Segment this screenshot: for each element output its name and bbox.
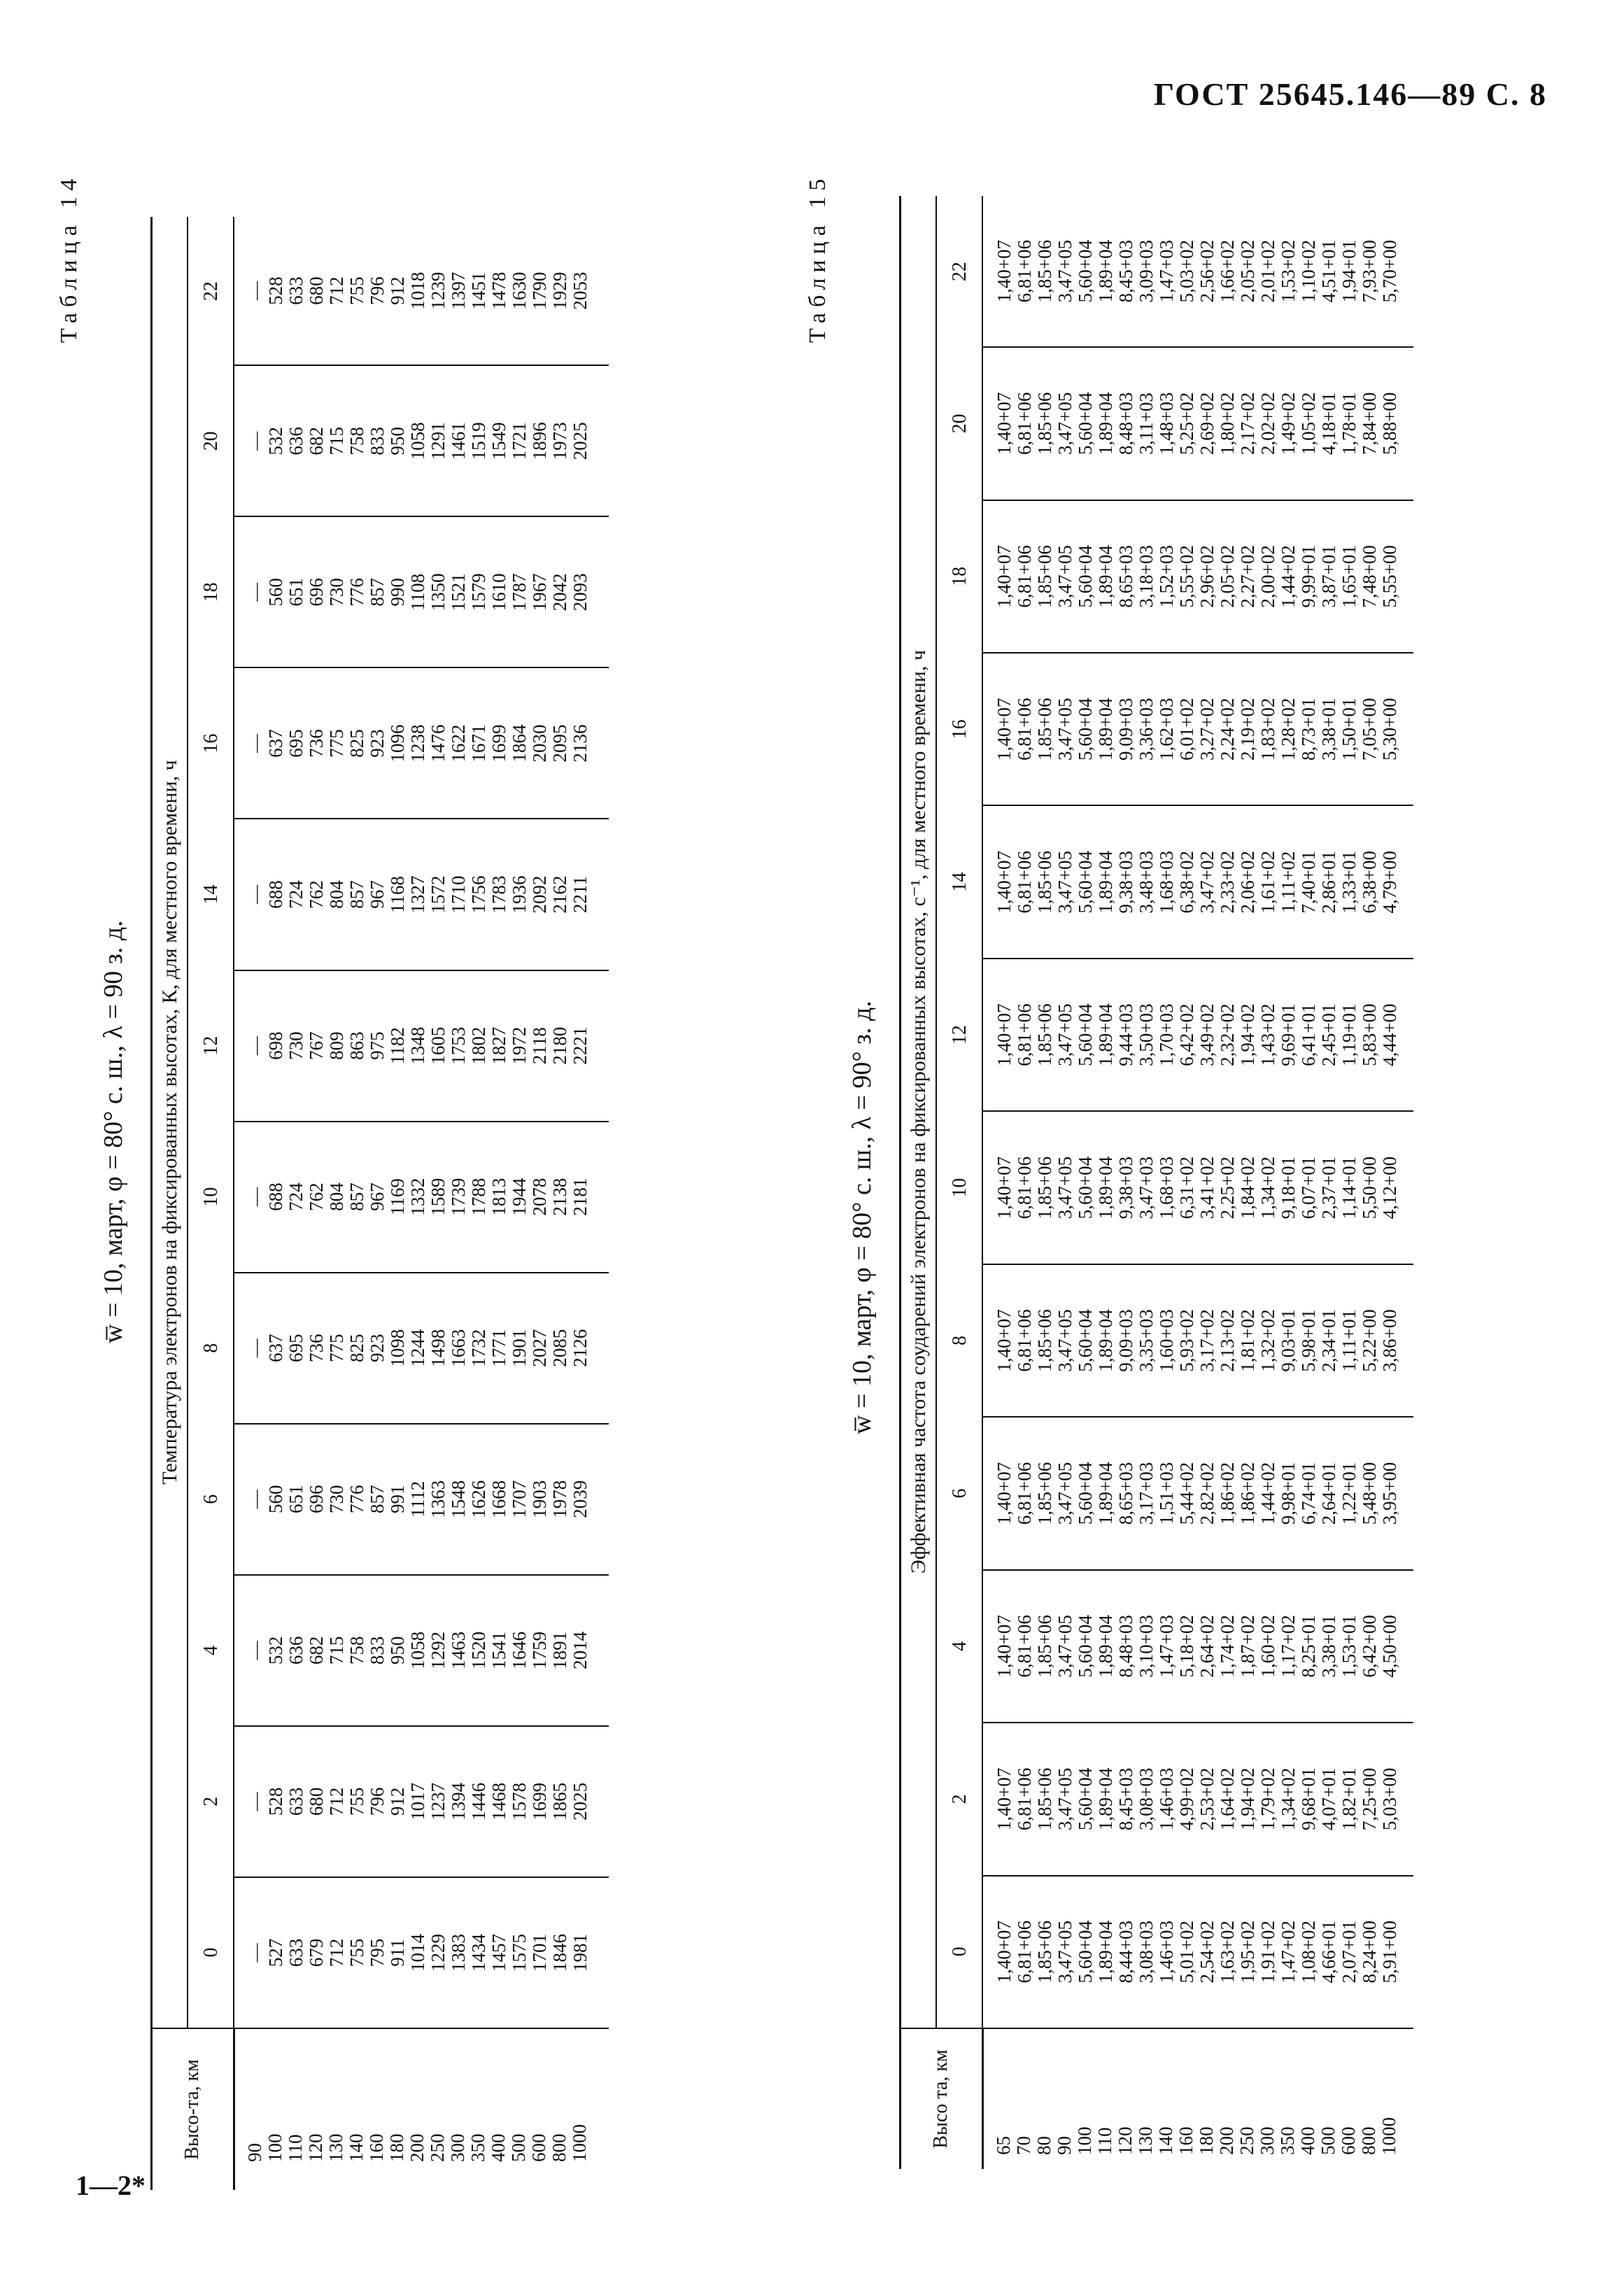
- value-column: 1,40+07 6,81+06 1,85+06 3,47+05 5,60+04 1,89+04 8,45+03 3,08+03 1,46+03 4,99+02 2,53+02 1,64+02 1,94+02 1,79+02 1,34+02 9,68+01 4,07+01 1,82+01 7,25+00 5,03+00: [982, 1723, 1413, 1875]
- col-header: 10: [188, 1122, 234, 1273]
- value-column: 1,40+07 6,81+06 1,85+06 3,47+05 5,60+04 1,89+04 9,09+03 3,36+03 1,62+03 6,01+02 3,27+02 2,24+02 2,19+02 1,83+02 1,28+02 8,73+01 3,38+01 1,50+01 7,05+00 5,30+00: [982, 653, 1413, 805]
- height-values: 90 100 110 120 130 140 160 180 200 250 300 350 400 500 600 800 1000: [234, 2028, 609, 2190]
- table-15-label-text: Таблица 15: [805, 173, 831, 343]
- value-column: — 528 633 680 712 755 796 912 1017 1237 1394 1446 1468 1578 1699 1865 2025: [234, 1726, 609, 1877]
- col-header: 6: [188, 1424, 234, 1575]
- value-column: 1,40+07 6,81+06 1,85+06 3,47+05 5,60+04 1,89+04 8,48+03 3,10+03 1,47+03 5,18+02 2,64+02 1,74+02 1,87+02 1,60+02 1,17+02 8,25+01 3,38+01 1,53+01 6,42+00 4,50+00: [982, 1570, 1413, 1723]
- col-header: 20: [188, 365, 234, 516]
- value-column: — 532 636 682 715 758 833 950 1058 1291 1461 1519 1549 1721 1896 1973 2025: [234, 365, 609, 516]
- table-14-grid: [150, 217, 609, 2190]
- value-column: 1,40+07 6,81+06 1,85+06 3,47+05 5,60+04 1,89+04 8,44+03 3,08+03 1,46+03 5,01+02 2,54+02 1,63+02 1,95+02 1,91+02 1,47+02 1,08+02 4,66+01 2,07+01 8,24+00 5,91+00: [982, 1876, 1413, 2028]
- col-header: 18: [936, 500, 982, 653]
- col-header: 8: [936, 1264, 982, 1417]
- col-header: 16: [936, 653, 982, 805]
- table-15-group-header: Эффективная частота соударений электронов на фиксированных высотах, с⁻¹, для местного времени, ч: [901, 196, 937, 2028]
- table-15-title: w̅ = 10, март, φ = 80° с. ш., λ = 90° з. д.: [847, 1001, 877, 1434]
- col-header: 18: [188, 516, 234, 667]
- col-header: 6: [936, 1417, 982, 1569]
- col-header: 14: [936, 806, 982, 959]
- value-column: 1,40+07 6,81+06 1,85+06 3,47+05 5,60+04 1,89+04 9,44+03 3,50+03 1,70+03 6,42+02 3,49+02 2,32+02 1,94+02 1,43+02 9,69+01 6,41+01 2,45+01 1,19+01 5,83+00 4,44+00: [982, 959, 1413, 1111]
- table-15: [819, 140, 1574, 2274]
- value-column: — 560 651 696 730 776 857 990 1108 1350 1521 1579 1610 1787 1967 2042 2093: [234, 516, 609, 667]
- col-header: 4: [188, 1575, 234, 1726]
- col-header: 4: [936, 1570, 982, 1723]
- value-column: — 527 633 679 712 755 795 911 1014 1229 1383 1434 1457 1575 1701 1846 1981: [234, 1877, 609, 2028]
- height-header: Высо-та, км: [152, 2028, 234, 2190]
- table-14-title: w̅ = 10, март, φ = 80° с. ш., λ = 90 з. д.: [99, 920, 128, 1343]
- value-column: 1,40+07 6,81+06 1,85+06 3,47+05 5,60+04 1,89+04 9,38+03 3,48+03 1,68+03 6,38+02 3,47+02 2,33+02 2,06+02 1,61+02 1,11+02 7,40+01 2,86+01 1,33+01 6,38+00 4,79+00: [982, 806, 1413, 959]
- table-15-grid: [899, 196, 1413, 2169]
- col-header: 20: [936, 347, 982, 500]
- value-column: — 688 724 762 804 857 967 1168 1327 1572 1710 1756 1783 1936 2092 2162 2211: [234, 819, 609, 970]
- page-header: ГОСТ 25645.146—89 С. 8: [1153, 76, 1547, 112]
- value-column: — 698 730 767 809 863 975 1182 1348 1605 1753 1802 1827 1972 2118 2180 2221: [234, 970, 609, 1122]
- value-column: 1,40+07 6,81+06 1,85+06 3,47+05 5,60+04 1,89+04 9,38+03 3,47+03 1,68+03 6,31+02 3,41+02 2,25+02 1,84+02 1,34+02 9,18+01 6,07+01 2,37+01 1,14+01 5,50+00 4,12+00: [982, 1111, 1413, 1264]
- col-header: 2: [936, 1723, 982, 1875]
- col-header: 16: [188, 667, 234, 819]
- col-header: 8: [188, 1273, 234, 1424]
- table-14-label-text: Таблица 14: [56, 173, 82, 343]
- value-column: 1,40+07 6,81+06 1,85+06 3,47+05 5,60+04 1,89+04 8,45+03 3,09+03 1,47+03 5,03+02 2,56+02 1,66+02 2,05+02 2,01+02 1,53+02 1,10+02 4,51+01 1,94+01 7,93+00 5,70+00: [982, 196, 1413, 347]
- col-header: 14: [188, 819, 234, 970]
- value-column: 1,40+07 6,81+06 1,85+06 3,47+05 5,60+04 1,89+04 9,09+03 3,35+03 1,60+03 5,93+02 3,17+02 2,13+02 1,81+02 1,32+02 9,03+01 5,98+01 2,34+01 1,11+01 5,22+00 3,86+00: [982, 1264, 1413, 1417]
- col-header: 0: [936, 1876, 982, 2028]
- table-14-group-header: Температура электронов на фиксированных высотах, К, для местного времени, ч: [152, 217, 188, 2028]
- col-header: 22: [936, 196, 982, 347]
- height-values: 65 70 80 90 100 110 120 130 140 160 180 200 250 300 350 400 500 600 800 1000: [982, 2028, 1413, 2169]
- height-header: Высо та, км: [901, 2028, 983, 2169]
- value-column: — 637 695 736 775 825 923 1096 1238 1476 1622 1671 1699 1864 2030 2095 2136: [234, 667, 609, 819]
- col-header: 12: [936, 959, 982, 1111]
- value-column: — 560 651 696 730 776 857 991 1112 1363 1548 1626 1668 1707 1903 1978 2039: [234, 1424, 609, 1575]
- value-column: — 532 636 682 715 758 833 950 1058 1292 1463 1520 1541 1646 1759 1891 2014: [234, 1575, 609, 1726]
- value-column: 1,40+07 6,81+06 1,85+06 3,47+05 5,60+04 1,89+04 8,48+03 3,11+03 1,48+03 5,25+02 2,69+02 1,80+02 2,17+02 2,02+02 1,49+02 1,05+02 4,18+01 1,78+01 7,84+00 5,88+00: [982, 347, 1413, 500]
- col-header: 0: [188, 1877, 234, 2028]
- value-column: 1,40+07 6,81+06 1,85+06 3,47+05 5,60+04 1,89+04 8,65+03 3,17+03 1,51+03 5,44+02 2,82+02 1,86+02 1,86+02 1,44+02 9,98+01 6,74+01 2,64+01 1,22+01 5,48+00 3,95+00: [982, 1417, 1413, 1569]
- col-header: 22: [188, 217, 234, 365]
- value-column: 1,40+07 6,81+06 1,85+06 3,47+05 5,60+04 1,89+04 8,65+03 3,18+03 1,52+03 5,55+02 2,96+02 2,05+02 2,27+02 2,00+02 1,44+02 9,99+01 3,87+01 1,65+01 7,48+00 5,55+00: [982, 500, 1413, 653]
- col-header: 2: [188, 1726, 234, 1877]
- value-column: — 528 633 680 712 755 796 912 1018 1239 1397 1451 1478 1630 1790 1929 2053: [234, 217, 609, 365]
- table-14: [70, 140, 840, 2274]
- value-column: — 688 724 762 804 857 967 1169 1332 1589 1739 1788 1813 1944 2078 2138 2181: [234, 1122, 609, 1273]
- page-number: 1—2*: [76, 2170, 146, 2201]
- col-header: 10: [936, 1111, 982, 1264]
- col-header: 12: [188, 970, 234, 1122]
- value-column: — 637 695 736 775 825 923 1098 1244 1498 1663 1732 1771 1901 2027 2085 2126: [234, 1273, 609, 1424]
